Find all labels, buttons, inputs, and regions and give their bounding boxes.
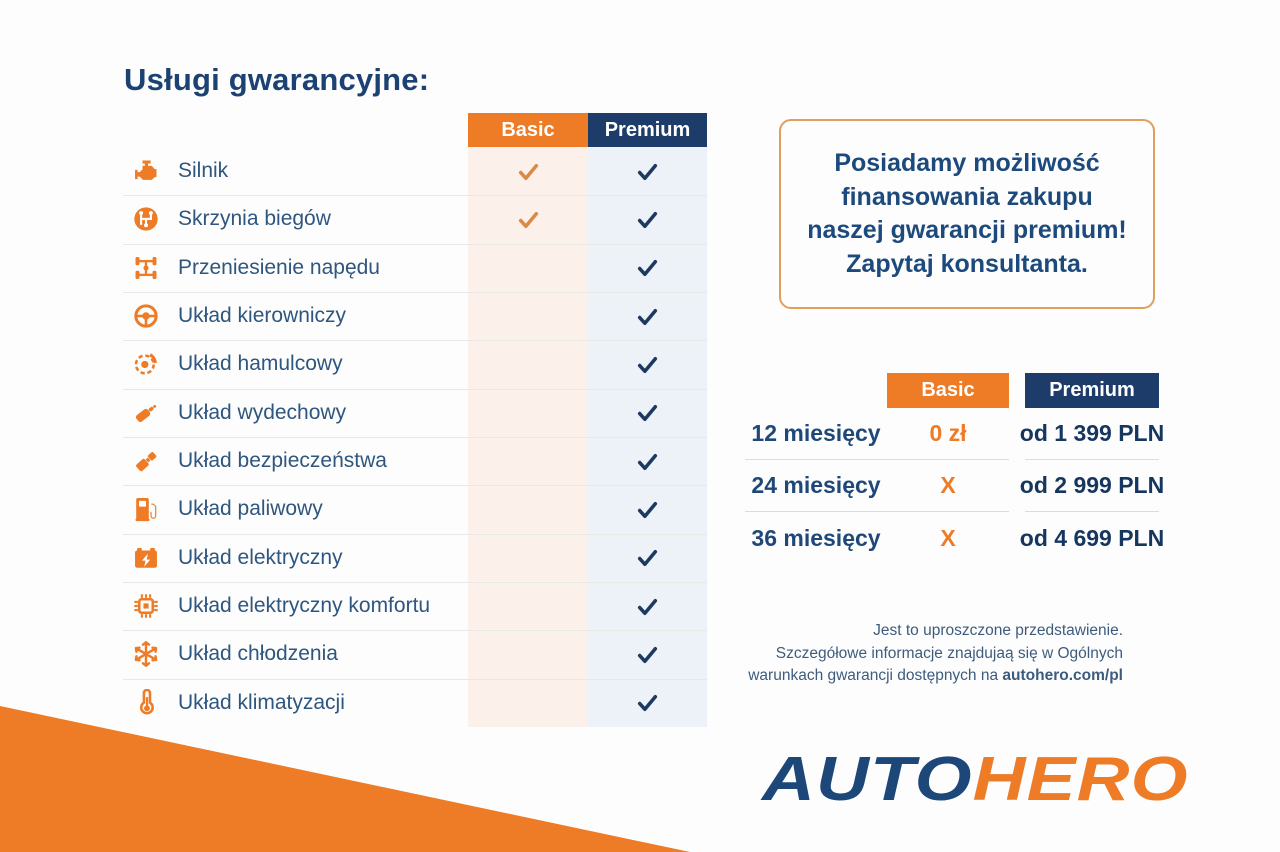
drivetrain-icon xyxy=(123,254,171,282)
service-label: Układ paliwowy xyxy=(178,497,323,521)
check-icon xyxy=(635,690,660,715)
pricing-basic-value: X xyxy=(887,460,1009,512)
basic-check xyxy=(468,255,588,280)
promo-line: naszej gwarancji premium! xyxy=(807,216,1127,244)
premium-check xyxy=(588,545,707,570)
check-icon xyxy=(635,255,660,280)
column-header-premium: Premium xyxy=(588,113,707,147)
footnote-line: Jest to uproszczone przedstawienie. xyxy=(873,622,1123,639)
check-icon xyxy=(635,449,660,474)
pricing-premium-value: od 4 699 PLN xyxy=(1019,524,1165,551)
promo-line: finansowania zakupu xyxy=(841,182,1093,211)
pricing-header-premium: Premium xyxy=(1025,373,1159,408)
service-row xyxy=(123,679,707,727)
check-icon xyxy=(516,207,541,232)
pricing-row xyxy=(745,460,1165,512)
logo-hero-part: HERO xyxy=(972,745,1189,814)
services-table-body xyxy=(123,147,707,727)
basic-check xyxy=(468,449,588,474)
service-row xyxy=(123,582,707,630)
premium-check xyxy=(588,594,707,619)
services-rows-host xyxy=(123,147,707,727)
basic-check xyxy=(468,304,588,329)
premium-check xyxy=(588,207,707,232)
promo-line: Posiadamy możliwość xyxy=(834,149,1100,177)
check-icon xyxy=(635,497,660,522)
basic-check xyxy=(468,642,588,667)
pricing-row xyxy=(745,512,1165,564)
check-icon xyxy=(635,400,660,425)
premium-check xyxy=(588,690,707,715)
check-icon xyxy=(635,352,660,377)
check-icon xyxy=(635,545,660,570)
footnote-line: Szczegółowe informacje znajdujaą się w Ogólnych xyxy=(775,644,1123,662)
service-row xyxy=(123,292,707,340)
service-row xyxy=(123,437,707,485)
basic-check xyxy=(468,497,588,522)
premium-check xyxy=(588,400,707,425)
footnote xyxy=(748,620,1123,688)
services-table-header xyxy=(123,113,707,147)
basic-check xyxy=(468,400,588,425)
check-icon xyxy=(635,642,660,667)
service-label: Układ bezpieczeństwa xyxy=(178,449,387,473)
basic-check xyxy=(468,352,588,377)
service-label: Układ hamulcowy xyxy=(178,352,343,376)
pricing-row xyxy=(745,408,1165,460)
pricing-period: 12 miesięcy xyxy=(745,408,887,460)
pricing-table-header xyxy=(745,373,1159,408)
basic-check xyxy=(468,545,588,570)
service-row xyxy=(123,340,707,388)
service-row xyxy=(123,534,707,582)
autohero-logo xyxy=(762,744,1189,815)
check-icon xyxy=(516,159,541,184)
service-label: Układ wydechowy xyxy=(178,400,347,424)
service-row xyxy=(123,195,707,243)
premium-check xyxy=(588,159,707,184)
basic-check xyxy=(468,594,588,619)
check-icon xyxy=(635,159,660,184)
check-icon xyxy=(635,304,660,329)
pricing-header-basic: Basic xyxy=(887,373,1009,408)
steering-wheel-icon xyxy=(123,302,171,330)
brake-icon xyxy=(123,350,171,378)
snowflake-icon xyxy=(123,640,171,668)
service-row xyxy=(123,630,707,678)
gearbox-icon xyxy=(123,205,171,233)
service-label: Układ chłodzenia xyxy=(178,642,338,666)
service-label: Przeniesienie napędu xyxy=(178,255,380,279)
pricing-rows-host xyxy=(745,408,1165,564)
service-label: Układ klimatyzacji xyxy=(178,690,345,714)
financing-promo-box xyxy=(779,119,1155,309)
pricing-premium-value: od 1 399 PLN xyxy=(1025,408,1159,460)
premium-check xyxy=(588,449,707,474)
check-icon xyxy=(635,594,660,619)
page-title: Usługi gwarancyjne: xyxy=(124,62,430,97)
service-label: Układ elektryczny komfortu xyxy=(178,594,431,618)
check-icon xyxy=(635,207,660,232)
chip-icon xyxy=(123,592,171,620)
service-row xyxy=(123,485,707,533)
exhaust-icon xyxy=(123,399,171,427)
basic-check xyxy=(468,690,588,715)
footnote-line: warunkach gwarancji dostępnych na autohero.com/pl xyxy=(748,667,1123,684)
basic-check xyxy=(468,159,588,184)
premium-check xyxy=(588,352,707,377)
premium-check xyxy=(588,642,707,667)
pricing-basic-value: 0 zł xyxy=(887,408,1009,460)
engine-icon xyxy=(123,157,171,185)
basic-check xyxy=(468,207,588,232)
column-header-basic: Basic xyxy=(468,113,588,147)
premium-check xyxy=(588,497,707,522)
pricing-premium-value: od 2 999 PLN xyxy=(1025,460,1159,512)
battery-icon xyxy=(123,544,171,572)
premium-check xyxy=(588,255,707,280)
service-row xyxy=(123,147,707,195)
orange-wedge-decoration xyxy=(0,706,690,852)
premium-check xyxy=(588,304,707,329)
service-label: Układ elektryczny xyxy=(178,545,343,569)
service-label: Silnik xyxy=(178,159,229,183)
footnote-url: autohero.com/pl xyxy=(1002,667,1123,684)
thermometer-icon xyxy=(123,689,171,717)
fuel-pump-icon xyxy=(123,495,171,523)
promo-line: Zapytaj konsultanta. xyxy=(846,249,1088,278)
pricing-period: 36 miesięcy xyxy=(751,524,881,551)
service-row xyxy=(123,244,707,292)
service-row xyxy=(123,389,707,437)
services-table xyxy=(123,113,707,727)
logo-auto-part: AUTO xyxy=(762,745,973,814)
service-label: Skrzynia biegów xyxy=(178,207,331,231)
pricing-table xyxy=(745,373,1165,564)
service-label: Układ kierowniczy xyxy=(178,304,347,328)
seatbelt-icon xyxy=(123,447,171,475)
pricing-period: 24 miesięcy xyxy=(745,460,887,512)
pricing-basic-value: X xyxy=(940,524,956,551)
